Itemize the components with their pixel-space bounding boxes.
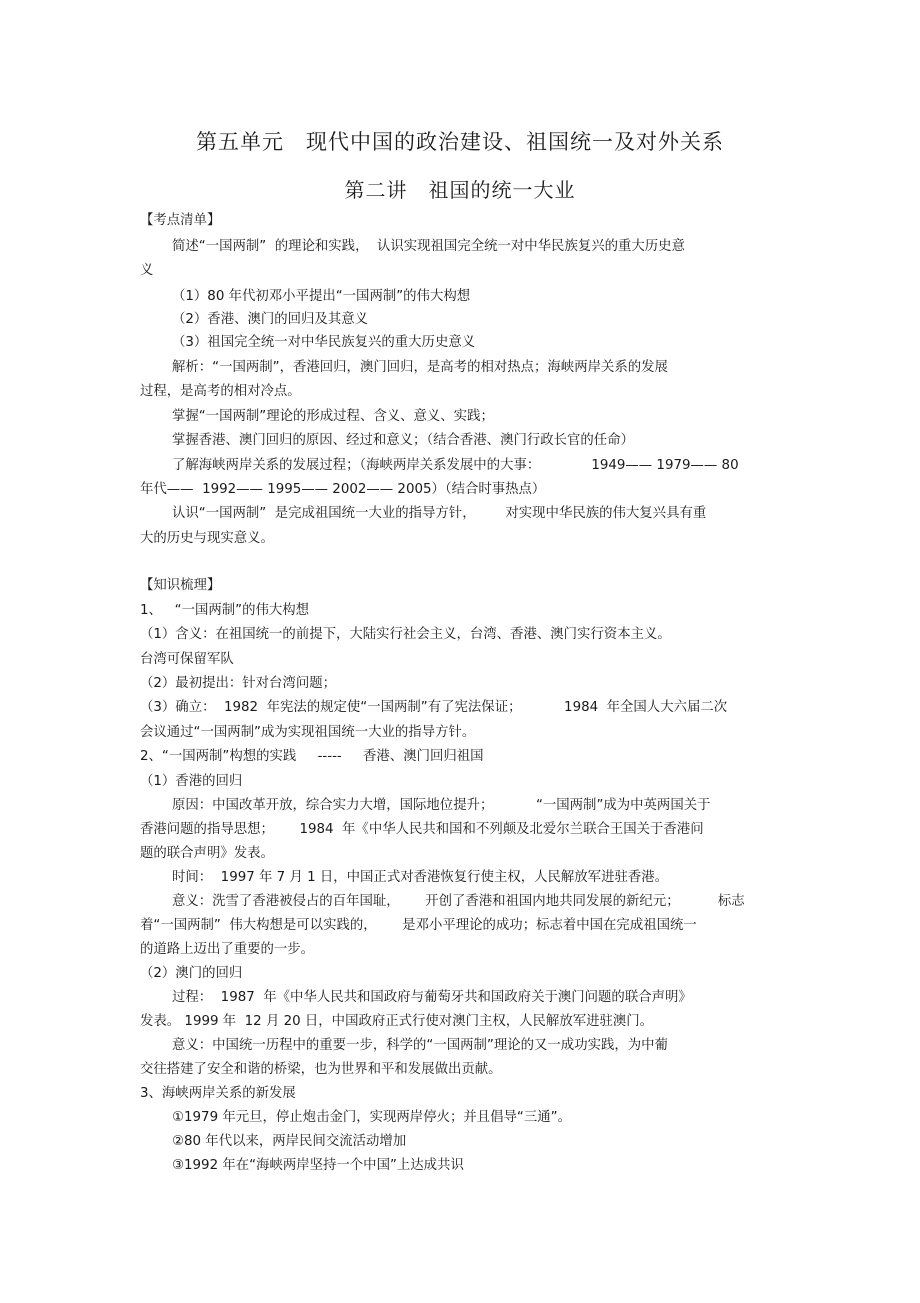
text-line: 掌握香港、澳门回归的原因、经过和意义；（结合香港、澳门行政长官的任命） bbox=[172, 433, 634, 448]
section-heading-knowledge: 【知识梳理】 bbox=[140, 578, 221, 593]
text-line: 意义：中国统一历程中的重要一步，科学的“一国两制”理论的又一成功实践，为中葡 bbox=[172, 1038, 668, 1053]
text-line: 2、“一国两制”构想的实践 ----- 香港、澳门回归祖国 bbox=[140, 749, 484, 764]
text-line: 的道路上迈出了重要的一步。 bbox=[140, 942, 315, 957]
text-line: 过程，是高考的相对冷点。 bbox=[140, 384, 301, 399]
text-line: （2）澳门的回归 bbox=[140, 966, 243, 981]
text-line: 交往搭建了安全和谐的桥梁，也为世界和平和发展做出贡献。 bbox=[140, 1062, 502, 1077]
text-line: （3）确立： 1982 年宪法的规定使“一国两制”有了宪法保证； 1984 年全国人大六届二次 bbox=[140, 700, 728, 715]
text-line: 会议通过“一国两制”成为实现祖国统一大业的指导方针。 bbox=[140, 725, 476, 740]
list-item: （3）祖国完全统一对中华民族复兴的重大历史意义 bbox=[172, 335, 476, 350]
list-item: （1）80 年代初邓小平提出“一国两制”的伟大构想 bbox=[172, 289, 471, 304]
text-line: 大的历史与现实意义。 bbox=[140, 531, 274, 546]
unit-title: 第五单元 现代中国的政治建设、祖国统一及对外关系 bbox=[196, 130, 724, 154]
text-line: 发表。 1999 年 12 月 20 日，中国政府正式行使对澳门主权，人民解放军进驻澳门。 bbox=[140, 1014, 654, 1029]
list-item: （2）香港、澳门的回归及其意义 bbox=[172, 312, 368, 327]
text-line: 过程： 1987 年《中华人民共和国政府与葡萄牙共和国政府关于澳门问题的联合声明》 bbox=[172, 990, 692, 1005]
text-line: 1、 “一国两制”的伟大构想 bbox=[140, 603, 310, 618]
text-line: 解析：“一国两制”，香港回归，澳门回归，是高考的相对热点；海峡两岸关系的发展 bbox=[172, 360, 668, 375]
text-line: 年代—— 1992—— 1995—— 2002—— 2005）（结合时事热点） bbox=[140, 482, 546, 497]
text-line: 着“一国两制” 伟大构想是可以实践的， 是邓小平理论的成功；标志着中国在完成祖国统一 bbox=[140, 918, 697, 933]
text-line: 时间： 1997 年 7 月 1 日，中国正式对香港恢复行使主权，人民解放军进驻香港。 bbox=[172, 870, 669, 885]
text-line: 简述“一国两制” 的理论和实践， 认识实现祖国完全统一对中华民族复兴的重大历史意 bbox=[172, 239, 685, 254]
text-line: 香港问题的指导思想； 1984 年《中华人民共和国和不列颠及北爱尔兰联合王国关于香港问 bbox=[140, 822, 704, 837]
text-line: （2）最初提出：针对台湾问题； bbox=[140, 676, 336, 691]
lecture-title: 第二讲 祖国的统一大业 bbox=[344, 178, 576, 202]
list-item: ①1979 年元旦，停止炮击金门，实现两岸停火；并且倡导“三通”。 bbox=[172, 1110, 571, 1125]
text-line: 意义：洗雪了香港被侵占的百年国耻， 开创了香港和祖国内地共同发展的新纪元； 标志 bbox=[172, 894, 745, 909]
text-line: （1）香港的回归 bbox=[140, 774, 243, 789]
text-line: 认识“一国两制” 是完成祖国统一大业的指导方针， 对实现中华民族的伟大复兴具有重 bbox=[172, 506, 707, 521]
text-line: 掌握“一国两制”理论的形成过程、含义、意义、实践； bbox=[172, 409, 494, 424]
text-line: 了解海峡两岸关系的发展过程；（海峡两岸关系发展中的大事： 1949—— 1979—— 80 bbox=[172, 458, 739, 473]
text-line: 3、海峡两岸关系的新发展 bbox=[140, 1086, 296, 1101]
text-line: 原因：中国改革开放，综合实力大增，国际地位提升； “一国两制”成为中英两国关于 bbox=[172, 798, 711, 813]
text-line: （1）含义：在祖国统一的前提下，大陆实行社会主义，台湾、香港、澳门实行资本主义。 bbox=[140, 627, 671, 642]
section-heading-exam-points: 【考点清单】 bbox=[140, 213, 221, 228]
text-line: 义 bbox=[140, 263, 154, 278]
text-line: 题的联合声明》发表。 bbox=[140, 846, 274, 861]
list-item: ③1992 年在“海峡两岸坚持一个中国”上达成共识 bbox=[172, 1158, 464, 1173]
text-line: 台湾可保留军队 bbox=[140, 652, 234, 667]
list-item: ②80 年代以来，两岸民间交流活动增加 bbox=[172, 1134, 407, 1149]
